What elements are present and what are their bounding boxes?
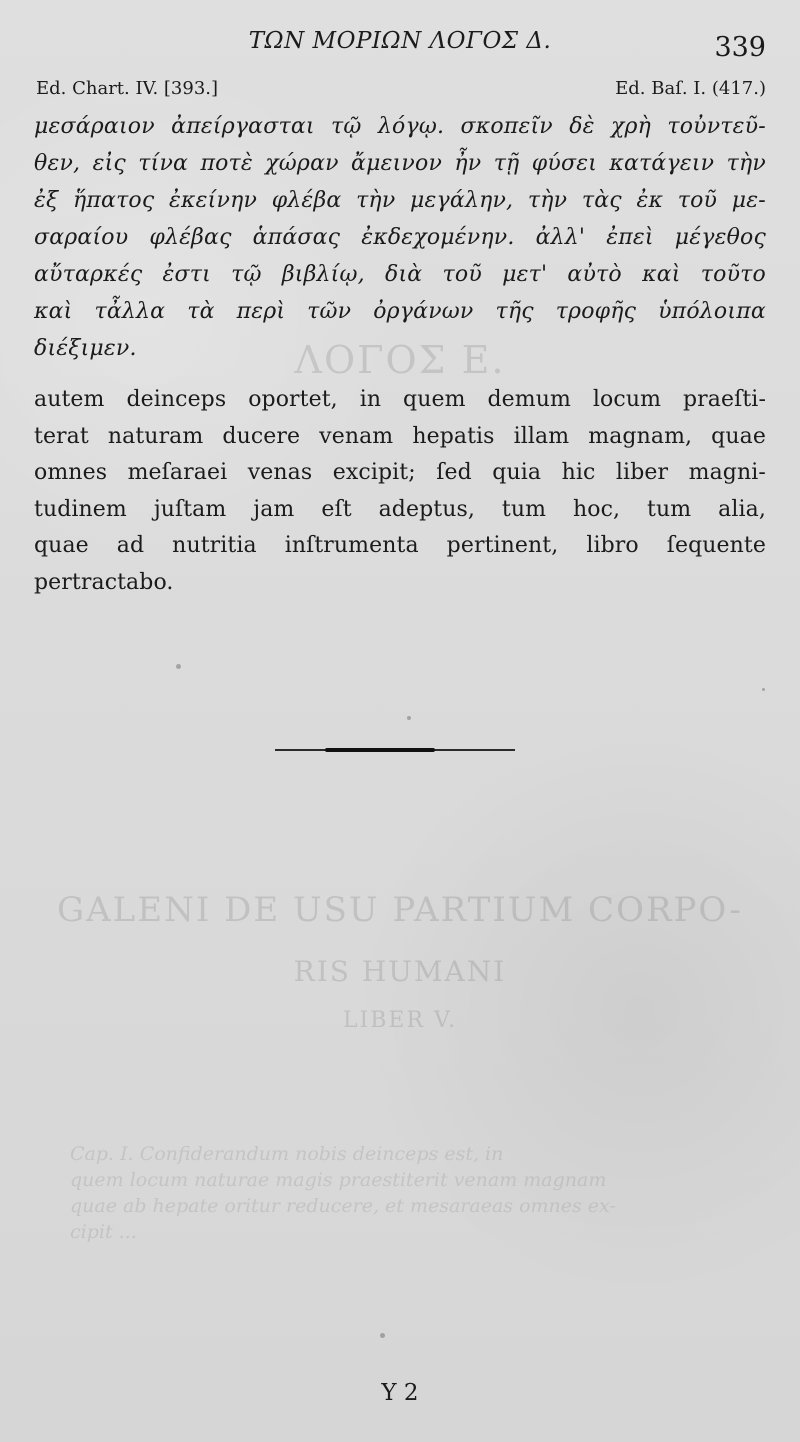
greek-word: διέξιμεν. [34, 336, 137, 361]
greek-word: ἐστι [162, 262, 211, 287]
greek-word: ἐκδεχομένην. [361, 225, 515, 250]
latin-word: demum [487, 387, 571, 412]
greek-word: ἐκείνην [169, 188, 258, 213]
paper-speck [762, 688, 765, 691]
paper-speck [380, 1333, 385, 1338]
latin-word: praeſti- [682, 387, 766, 412]
greek-word: μεσάραιον [34, 114, 155, 139]
greek-word: τὴν [356, 188, 396, 213]
latin-word: quae [34, 533, 89, 558]
latin-word: ſequente [666, 533, 766, 558]
greek-word: τοῦ [677, 188, 718, 213]
greek-word: τοῦ [442, 262, 482, 287]
greek-text-line [34, 182, 766, 219]
greek-word: αὔταρκές [34, 262, 143, 287]
greek-word: ὀργάνων [373, 299, 474, 324]
latin-word: juſtam [153, 496, 227, 522]
printer-signature: Y 2 [381, 1380, 419, 1406]
latin-word: nutritia [172, 533, 257, 558]
latin-word: hic [561, 460, 596, 485]
greek-word: τὰ [187, 299, 215, 324]
greek-word: με- [731, 188, 766, 213]
bleed-through-heading: ΛΟΓΟΣ Ε. [294, 338, 506, 382]
latin-word: eſt [321, 496, 352, 522]
greek-word: τίνα [138, 151, 189, 176]
greek-text-line [34, 293, 766, 330]
edition-reference-left: Ed. Chart. IV. [393.] [36, 78, 219, 99]
greek-word: καὶ [642, 262, 681, 287]
latin-word: pertractabo. [34, 569, 174, 595]
greek-word: θεν, [34, 151, 81, 176]
running-header-title: ΤΩΝ ΜΟΡΙΩΝ ΛΟΓΟΣ Δ. [248, 28, 552, 54]
greek-word: τὴν [527, 188, 568, 213]
latin-text-line [34, 528, 766, 565]
latin-word: alia, [718, 496, 766, 522]
latin-word: quia [492, 460, 542, 485]
greek-paragraph [34, 108, 766, 367]
greek-word: κατάγειν [609, 151, 715, 176]
greek-word: ἀλλ' [535, 225, 586, 250]
bleed-through-text: Cap. I. Confiderandum nobis deinceps est, in quem locum naturae magis praestiterit venam magnam quae ab hepate oritur reducere, et mesaraeas omnes ex- cipit ... [70, 1143, 616, 1243]
greek-word: τοῦτο [700, 262, 766, 287]
greek-word: τἆλλα [94, 299, 166, 324]
latin-word: magnam, [588, 423, 693, 449]
latin-word: oportet, [248, 387, 338, 412]
greek-word: ἁπάσας [252, 225, 341, 250]
latin-word: excipit; [332, 460, 416, 485]
greek-word: περὶ [236, 299, 286, 324]
greek-word: τῇ [493, 151, 520, 176]
greek-word: ἐξ [34, 188, 59, 213]
latin-word: ad [116, 533, 145, 558]
latin-word: venas [247, 460, 313, 485]
latin-word: in [359, 387, 382, 412]
greek-word: αὐτὸ [567, 262, 622, 287]
latin-word: tum [501, 496, 547, 522]
greek-word: τὰς [581, 188, 622, 213]
latin-text-line [34, 419, 766, 456]
greek-word: ἐπεὶ [606, 225, 654, 250]
greek-word: ὑπόλοιπα [658, 299, 766, 324]
latin-word: jam [253, 496, 295, 522]
greek-word: βιβλίῳ, [281, 262, 365, 287]
greek-word: δὲ [569, 114, 595, 139]
greek-word: μετ' [502, 262, 548, 287]
latin-word: naturam [107, 423, 204, 449]
latin-word: tudinem [34, 496, 127, 522]
latin-text-line [34, 382, 766, 419]
greek-word: εἰς [92, 151, 126, 176]
latin-text-line [34, 455, 766, 492]
greek-word: σκοπεῖν [460, 114, 553, 139]
greek-word: φλέβα [271, 188, 342, 213]
page-number: 339 [714, 32, 766, 63]
latin-text-line [34, 492, 766, 529]
latin-word: quem [403, 387, 466, 412]
latin-word: ſed [436, 460, 472, 485]
greek-word: φύσει [531, 151, 598, 176]
greek-word: τὴν [726, 151, 766, 176]
greek-text-line [34, 256, 766, 293]
latin-word: illam [513, 423, 570, 449]
latin-word: quae [711, 423, 766, 449]
latin-word: hoc, [572, 496, 621, 522]
latin-word: adeptus, [378, 496, 475, 522]
greek-word: τοὐντεῦ- [667, 114, 766, 139]
greek-word: καὶ [34, 299, 73, 324]
latin-word: tum [647, 496, 692, 522]
latin-word: ducere [222, 423, 301, 449]
greek-text-line [34, 145, 766, 182]
greek-text-line [34, 330, 766, 367]
bleed-through-book: LIBER V. [342, 1008, 458, 1033]
greek-word: ἥπατος [72, 188, 155, 213]
greek-word: χρὴ [610, 114, 652, 139]
latin-word: inſtrumenta [284, 533, 419, 558]
bleed-through-title: GALENI DE USU PARTIUM CORPO- [56, 890, 744, 930]
greek-word: τῷ [231, 262, 262, 287]
section-divider [275, 749, 515, 751]
greek-text-line [34, 108, 766, 145]
greek-word: ἦν [454, 151, 482, 176]
greek-word: φλέβας [149, 225, 232, 250]
latin-word: hepatis [412, 423, 495, 449]
latin-word: venam [319, 423, 394, 449]
greek-word: τῷ [331, 114, 362, 139]
paper-speck [176, 664, 181, 669]
latin-word: terat [34, 423, 89, 449]
paper-speck [407, 716, 411, 720]
greek-word: ποτὲ [200, 151, 253, 176]
greek-text-line [34, 219, 766, 256]
latin-text-line [34, 565, 766, 602]
greek-word: τροφῆς [555, 299, 637, 324]
greek-word: μέγεθος [674, 225, 766, 250]
latin-word: omnes [34, 460, 108, 485]
greek-word: τῶν [307, 299, 352, 324]
greek-word: σαραίου [34, 225, 129, 250]
bleed-through-subtitle: RIS HUMANI [293, 955, 507, 988]
greek-word: τῆς [495, 299, 534, 324]
latin-word: pertinent, [446, 533, 559, 558]
greek-word: ἀπείργασται [171, 114, 315, 139]
latin-word: deinceps [126, 387, 227, 412]
latin-paragraph [34, 382, 766, 601]
latin-word: autem [34, 387, 105, 412]
latin-word: liber [615, 460, 669, 485]
latin-word: libro [586, 533, 639, 558]
latin-word: meſaraei [127, 460, 228, 485]
greek-word: ἐκ [636, 188, 664, 213]
greek-word: λόγῳ. [377, 114, 445, 139]
greek-word: χώραν [265, 151, 339, 176]
greek-word: μεγάλην, [410, 188, 514, 213]
greek-word: ἄμεινον [351, 151, 443, 176]
latin-word: locum [592, 387, 662, 412]
latin-word: magni- [688, 460, 766, 485]
greek-word: διὰ [385, 262, 423, 287]
edition-reference-right: Ed. Baſ. I. (417.) [615, 78, 766, 99]
